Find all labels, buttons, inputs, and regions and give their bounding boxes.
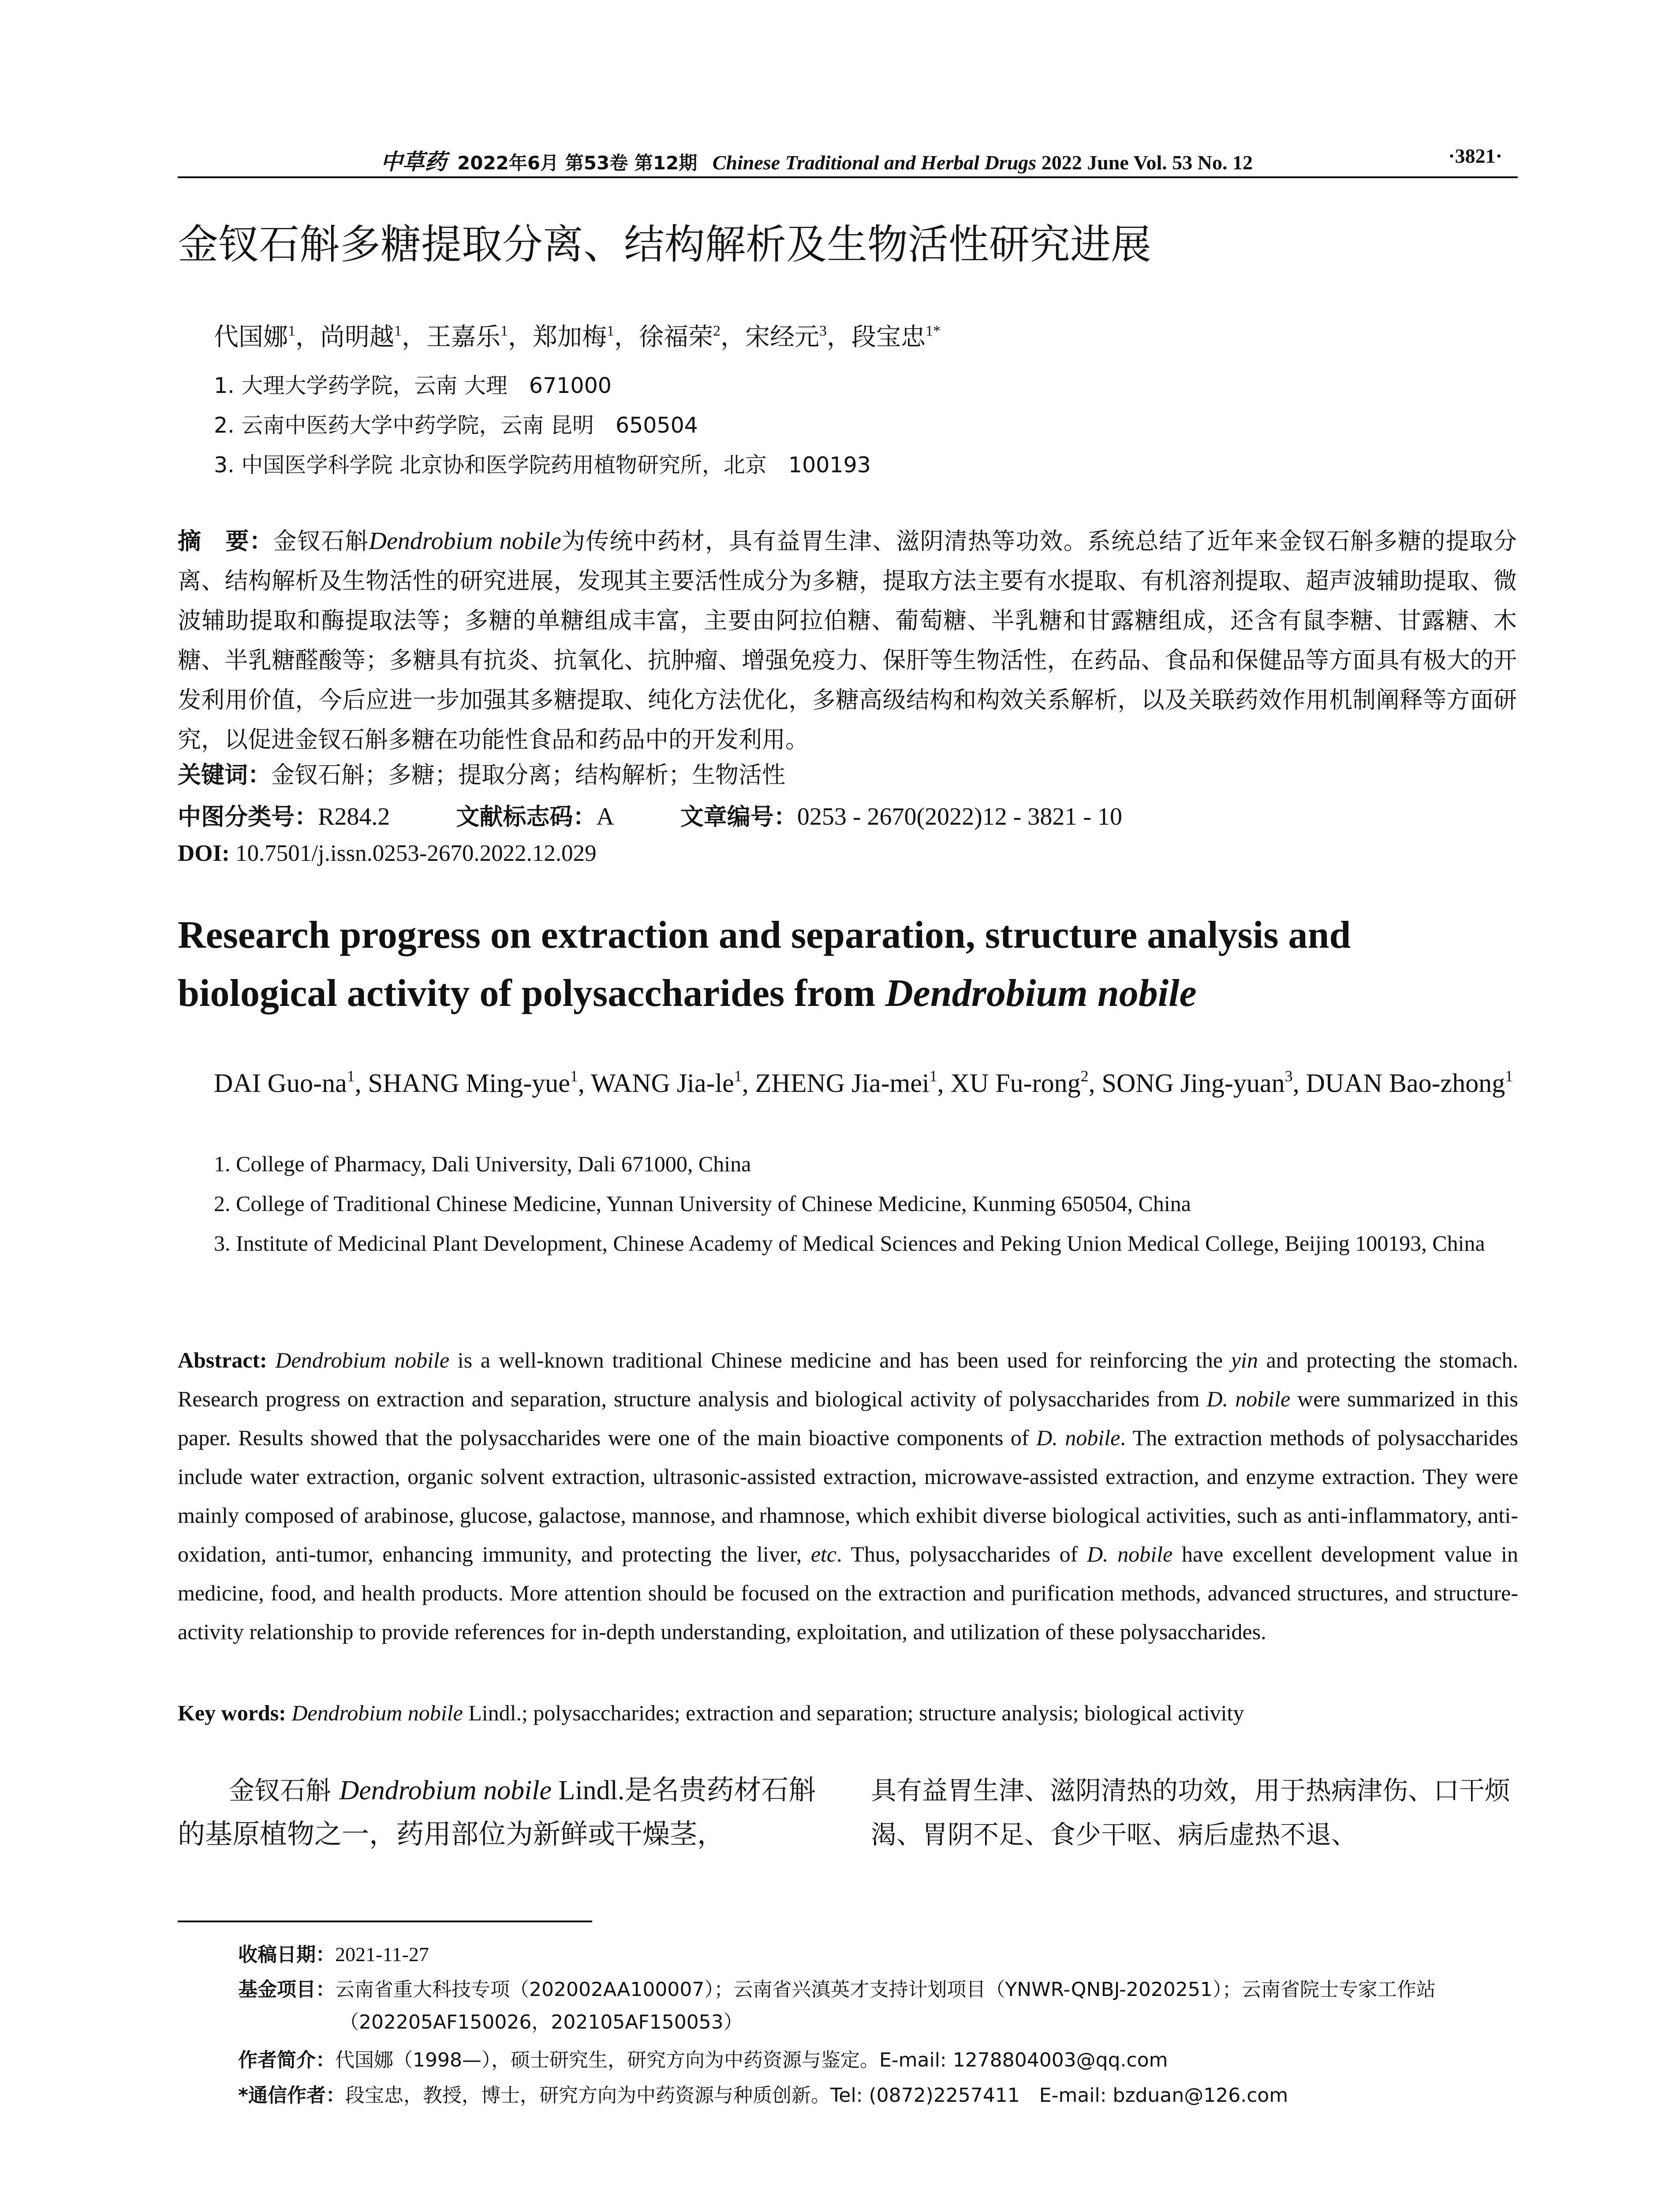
journal-logo-cn: 中草药 [381, 149, 447, 175]
en-abstract: Abstract: Dendrobium nobile is a well-known traditional Chinese medicine and has been used for reinforcing the yin and protecting the stomach. Research progress on extraction and separation, structure analysis and biological activity of polysaccharides from D. nobile were summarized in this paper. Results showed that the polysaccharides were one of the main bioactive components of D. nobile. The extraction methods of polysaccharides include water extraction, organic solvent extraction, ultrasonic-assisted extraction, microwave-assisted extraction, and enzyme extraction. They were mainly composed of arabinose, glucose, galactose, mannose, and rhamnose, which exhibit diverse biological activities, such as anti-inflammatory, anti-oxidation, anti-tumor, enhancing immunity, and protecting the liver, etc. Thus, polysaccharides of D. nobile have excellent development value in medicine, food, and health products. More attention should be focused on the extraction and purification methods, advanced structures, and structure-activity relationship to provide references for in-depth understanding, exploitation, and utilization of these polysaccharides. [178, 1348, 1518, 1644]
issue-cn: 2022年6月 第53卷 第12期 [457, 152, 698, 174]
en-title: Research progress on extraction and separation, structure analysis and biological activity of polysaccharides from Dendrobium nobile [178, 914, 1351, 1015]
running-header [178, 144, 1502, 179]
en-author: SONG Jing-yuan$^3$, [1101, 1067, 1306, 1098]
en-affiliation: 1. College of Pharmacy, Dali University, Dali 671000, China [214, 1151, 751, 1176]
cn-author: 段宝忠$^{1*}$ [851, 323, 941, 351]
journal-name-en: Chinese Traditional and Herbal Drugs [712, 151, 1037, 174]
species-name: Dendrobium nobile [339, 1775, 552, 1805]
en-author: XU Fu-rong$^2$, [950, 1067, 1102, 1098]
footnote-fund: 基金项目：云南省重大科技专项（202002AA100007）；云南省兴滇英才支持计划项目（YNWR-QNBJ-2020251）；云南省院士专家工作站 （202205AF150026，202105AF150053） [238, 1978, 1436, 2033]
en-author: WANG Jia-$le^1$, [590, 1067, 755, 1098]
species-name: Dendrobium nobile [369, 527, 561, 555]
cn-classification: 中图分类号：R284.2 文献标志码：A 文章编号：0253 - 2670(2022)12 - 3821 - 10 [178, 803, 1123, 830]
cn-author: 王嘉乐$^1$， [426, 323, 533, 351]
species-name: Dendrobium nobile [885, 972, 1197, 1015]
footnote-author: 作者简介：代国娜（1998—），硕士研究生，研究方向为中药资源与鉴定。E-mail: 1278804003@qq.com [238, 2049, 1168, 2071]
en-author: ZHENG Jia-mei$^1$, [755, 1067, 951, 1098]
cn-affiliation: 3. 中国医学科学院 北京协和医学院药用植物研究所，北京 100193 [214, 452, 871, 478]
doi-value: 10.7501/j.issn.0253-2670.2022.12.029 [235, 841, 597, 866]
cn-author: 尚明越$^1$， [320, 323, 426, 351]
body-column-left: 金钗石斛 Dendrobium nobile Lindl.是名贵药材石斛的基原植物之一，药用部位为新鲜或干燥茎， [178, 1775, 816, 1850]
cn-author: 郑加梅$^1$， [533, 323, 639, 351]
en-author: DUAN Bao-zhong$^1$ [1306, 1067, 1513, 1098]
cn-authors [214, 318, 941, 353]
issue-en: 2022 June Vol. 53 No. 12 [1041, 151, 1253, 174]
doi: DOI: 10.7501/j.issn.0253-2670.2022.12.029 [178, 841, 597, 866]
cn-title: 金钗石斛多糖提取分离、结构解析及生物活性研究进展 [178, 221, 1152, 268]
body-column-right: 具有益胃生津、滋阴清热的功效，用于热病津伤、口干烦渴、胃阴不足、食少干呕、病后虚热不退、 [871, 1775, 1511, 1850]
en-affiliation: 2. College of Traditional Chinese Medicine, Yunnan University of Chinese Medicine, Kunming 650504, China [214, 1191, 1191, 1216]
cn-author: 代国娜$^1$， [214, 323, 320, 351]
en-author: DAI Guo-$na^1$, [214, 1067, 368, 1098]
footnote-rule [178, 1921, 592, 1922]
page-number: ·3821· [1448, 145, 1502, 167]
cn-author: 宋经元$^3$， [745, 323, 851, 351]
cn-abstract-label: 摘 要： [178, 528, 273, 555]
footnote-corresponding: *通信作者：段宝忠，教授，博士，研究方向为中药资源与种质创新。Tel: (0872)2257411 E-mail: bzduan@126.com [238, 2084, 1288, 2107]
cn-keywords: 关键词：金钗石斛；多糖；提取分离；结构解析；生物活性 [178, 762, 785, 789]
footnote-received: 收稿日期：2021-11-27 [238, 1943, 429, 1966]
en-affiliation: 3. Institute of Medicinal Plant Development, Chinese Academy of Medical Sciences and Peking Union Medical College, Beijing 100193, China [214, 1231, 1485, 1256]
en-abstract-label: Abstract: [178, 1348, 267, 1372]
header-journal-line [381, 144, 1253, 176]
cn-affiliation: 2. 云南中医药大学中药学院，云南 昆明 650504 [214, 413, 698, 438]
en-author: SHANG Ming-yue$^1$, [368, 1067, 591, 1098]
en-keywords: Key words: Dendrobium nobile Lindl.; polysaccharides; extraction and separation; structure analysis; biological activity [178, 1700, 1244, 1725]
cn-author: 徐福荣$^2$， [639, 323, 745, 351]
en-authors [214, 1056, 1519, 1103]
cn-abstract: 摘 要：金钗石斛Dendrobium nobile为传统中药材，具有益胃生津、滋阴清热等功效。系统总结了近年来金钗石斛多糖的提取分离、结构解析及生物活性的研究进展，发现其主要活性成分为多糖，提取方法主要有水提取、有机溶剂提取、超声波辅助提取、微波辅助提取和酶提取法等；多糖的单糖组成丰富，主要由阿拉伯糖、葡萄糖、半乳糖和甘露糖组成，还含有鼠李糖、甘露糖、木糖、半乳糖醛酸等；多糖具有抗炎、抗氧化、抗肿瘤、增强免疫力、保肝等生物活性，在药品、食品和保健品等方面具有极大的开发利用价值，今后应进一步加强其多糖提取、纯化方法优化，多糖高级结构和构效关系解析，以及关联药效作用机制阐释等方面研究，以促进金钗石斛多糖在功能性食品和药品中的开发利用。 [178, 527, 1517, 753]
cn-affiliation: 1. 大理大学药学院，云南 大理 671000 [214, 373, 612, 398]
header-rule [178, 176, 1518, 178]
